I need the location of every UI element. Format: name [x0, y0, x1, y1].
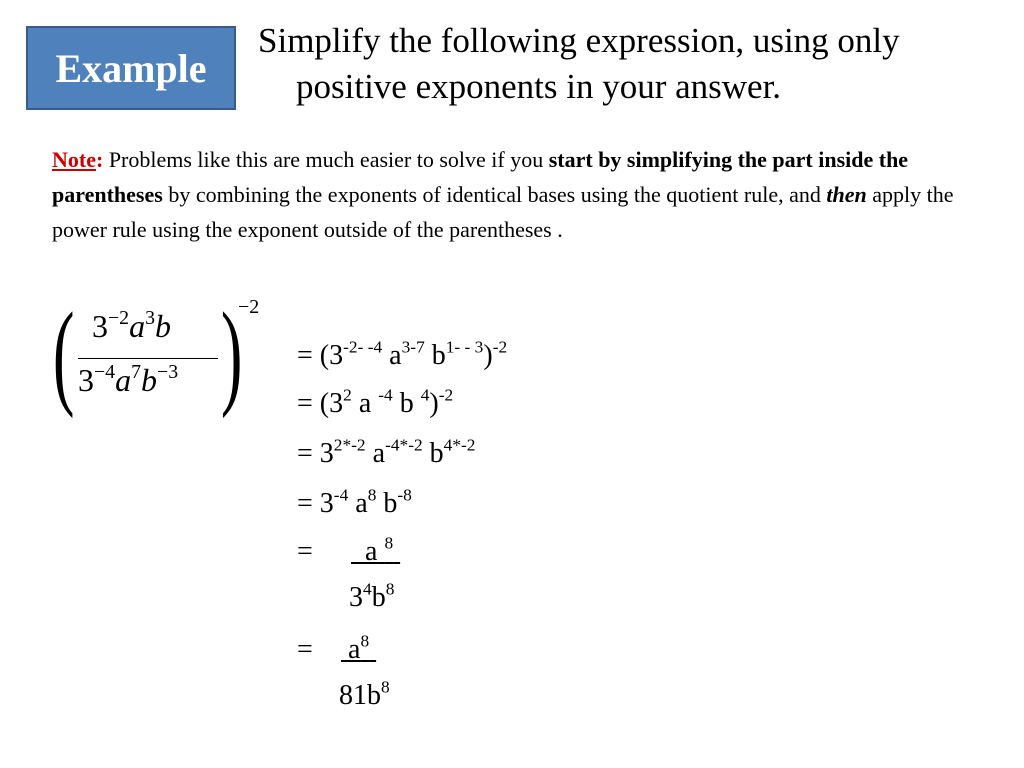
note-bold-1: start by simplifying the part inside the parentheses — [52, 147, 909, 207]
title-line-2: positive exponents in your answer. — [296, 67, 782, 106]
note-then: then — [826, 182, 867, 207]
step-6-numerator: $a^8$ — [348, 631, 370, 665]
outer-exponent: −2 — [238, 296, 260, 318]
fraction-bar — [78, 358, 218, 359]
expression-numerator: $3^{-2}a^3b$ — [92, 307, 172, 344]
step-3: = $3^{2*-2}$ $a^{-4*-2}$ $b^{4*-2}$ — [297, 435, 476, 469]
step-1: = ($3^{-2- -4}$ $a^{3-7}$ $b^{1- - 3})^{-2}$ — [297, 337, 508, 371]
slide-title — [258, 18, 1008, 110]
step-5-denominator: $3^4b^8$ — [349, 579, 395, 613]
step-2: = ($3^2$ a $^{-4}$ b $^4$)$^{-2}$ — [297, 385, 454, 419]
note-text-1: Problems like this are much easier to solve if you — [103, 147, 549, 172]
example-badge — [26, 26, 236, 110]
step-4: = $3^{-4}$ $a^8$ $b^{-8}$ — [297, 485, 412, 519]
note-text-3: apply the power rule using the exponent outside of the parentheses . — [52, 182, 954, 242]
title-line-1: Simplify the following expression, using only — [258, 21, 900, 60]
note-text-2: by combining the exponents of identical bases using the quotient rule, and — [162, 182, 827, 207]
expression-denominator: $3^{-4}a^7b^{-3}$ — [78, 361, 179, 398]
right-paren: ) — [220, 288, 243, 419]
left-paren: ( — [52, 288, 75, 419]
step-6-denominator: $81b^8$ — [339, 677, 390, 711]
note-paragraph — [52, 142, 987, 247]
original-expression — [52, 288, 282, 419]
step-5-equals: = — [297, 536, 313, 567]
note-label: Note: — [52, 147, 104, 172]
step-6-equals: = — [297, 634, 313, 665]
step-5-numerator: a $^8$ — [365, 533, 394, 567]
example-badge-label: Example — [55, 45, 207, 91]
